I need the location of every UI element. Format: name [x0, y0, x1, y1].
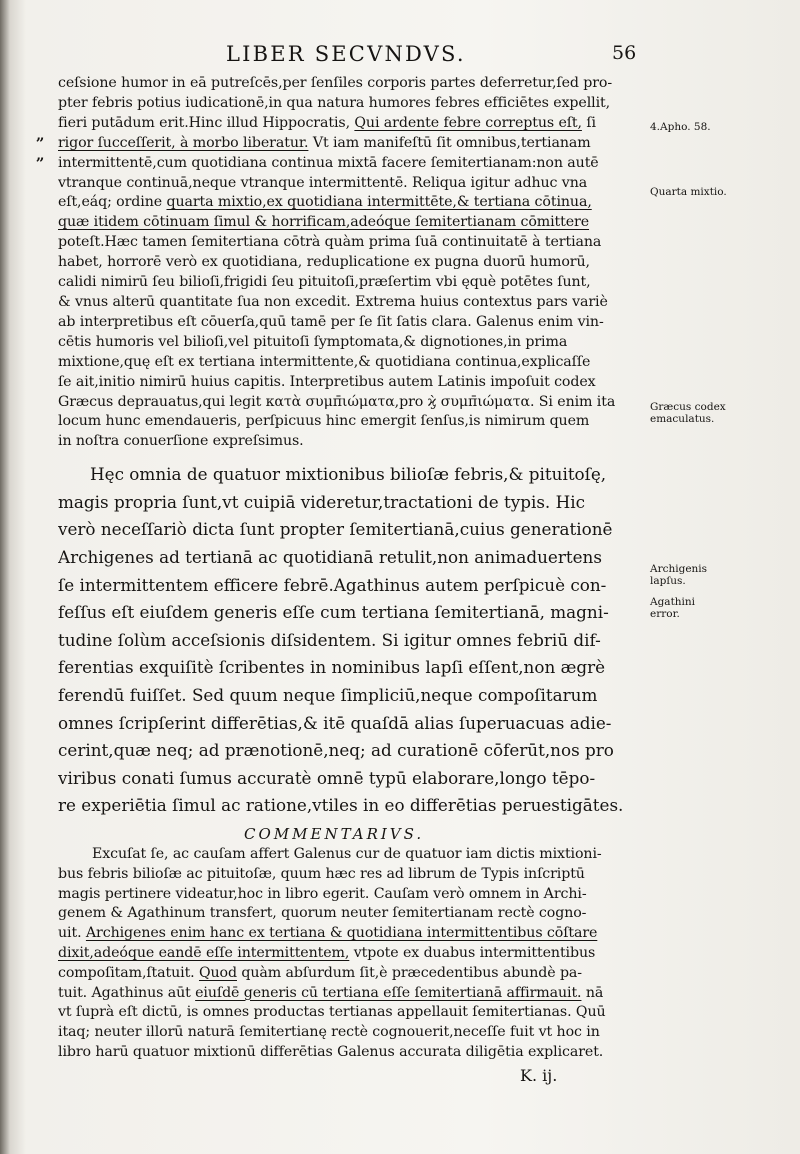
underlined-phrase: dixit,adeóque eandē eſſe intermittentem,: [58, 944, 350, 961]
marginal-note: Quarta mixtio.: [650, 186, 727, 198]
text-line: ceſsione humor in eā putreſcēs,per ſenſiles corporis partes deferretur,ſed pro-: [58, 75, 613, 91]
marginal-note: 4.Apho. 58.: [650, 121, 711, 133]
text-line: rigor ſucceſſerit, à morbo liberatur. Vt iam manifeſtū ſit omnibus,tertianam: [58, 134, 591, 151]
underlined-phrase: quarta mixtio,ex quotidiana intermittēte,& tertiana cōtinua,: [166, 194, 592, 211]
commentary-paragraph: [58, 845, 648, 1063]
text-line: vt ſuprà eſt dictū, is omnes productas tertianas appellauit ſemitertianas. Quū: [58, 1004, 606, 1021]
text-line: re experiētia ſimul ac ratione,vtiles in eo differētias peruestigātes.: [58, 795, 624, 816]
text-line: ſe ait,initio nimirū huius capitis. Interpretibus autem Latinis impoſuit codex: [58, 373, 596, 390]
text-line: intermittentē,cum quotidiana continua mixtā facere ſemitertianam:non autē: [58, 154, 599, 171]
text-line: poteſt.Hæc tamen ſemitertiana cōtrà quàm prima ſuā continuitatē à tertiana: [58, 234, 602, 251]
text-line: calidi nimirū ſeu bilioſi,frigidi ſeu pituitoſi,præſertim vbi ęquè potētes ſunt,: [58, 274, 591, 291]
text-line: Excuſat ſe, ac cauſam affert Galenus cur de quatuor iam dictis mixtioni-: [92, 845, 602, 862]
text-line: fieri putādum erit.Hinc illud Hippocratis, Qui ardente febre correptus eſt, ſi: [58, 114, 596, 131]
page-number: 56: [612, 42, 637, 64]
text-line: eſt,eáq; ordine quarta mixtio,ex quotidiana intermittēte,& tertiana cōtinua,: [58, 194, 592, 211]
text-line: ferendū fuiſſet. Sed quum neque ſimpliciū,neque compoſitarum: [58, 684, 598, 705]
underlined-phrase: quæ itidem cōtinuam ſimul & horrificam,adeóque ſemitertianam cōmittere: [58, 214, 590, 231]
text-line: magis pertinere videatur,hoc in libro egerit. Cauſam verò omnem in Archi-: [58, 885, 587, 902]
text-line: omnes ſcripſerint differētias,& itē quaſdā alias ſuperuacuas adie-: [58, 712, 612, 733]
signature-mark: K. ij.: [520, 1065, 558, 1085]
text-line: Græcus deprauatus,qui legit κατὰ συμπ̄ιώματα,pro ϗ̀ συμπ̄ιώματα. Si enim ita: [58, 393, 616, 410]
text-line: tuit. Agathinus aūt eiuſdē generis cū tertiana eſſe ſemitertianā affirmauit. nā: [58, 984, 604, 1001]
marginal-note: Agathini error.: [650, 596, 696, 620]
text-line: dixit,adeóque eandē eſſe intermittentem, vtpote ex duabus intermittentibus: [58, 944, 596, 961]
marginal-note: Græcus codex emaculatus.: [650, 401, 726, 425]
text-line: bus febris bilioſæ ac pituitoſæ, quum hæc res ad librum de Typis inſcriptū: [58, 865, 585, 882]
text-line: ferentias exquiſitè ſcribentes in nominibus lapſi eſſent,non ægrè: [58, 657, 606, 678]
text-line: habet, horrorē verò ex quotidiana, reduplicatione ex pugna duorū humorū,: [58, 254, 590, 271]
text-line: verò neceſſariò dicta ſunt propter ſemitertianā,cuius generationē: [58, 519, 613, 540]
text-line: & vnus alterū quantitate ſua non excedit. Extrema huius contextus pars variè: [58, 293, 608, 310]
text-line: Hęc omnia de quatuor mixtionibus bilioſæ febris,& pituitoſę,: [90, 464, 607, 485]
text-line: mixtione,quę eſt ex tertiana intermittente,& quotidiana continua,explicaſſe: [58, 353, 591, 370]
paragraph-continuation: [58, 74, 648, 452]
text-line: compoſitam,ſtatuit. Quod quàm abſurdum ſit,è præcedentibus abundè pa-: [58, 964, 582, 981]
quotation-mark: „: [36, 126, 45, 144]
text-line: [58, 213, 648, 233]
text-line: ſe intermittentem efficere febrē.Agathinus autem perſpicuè con-: [58, 574, 607, 595]
underlined-phrase: Archigenes enim hanc ex tertiana & quotidiana intermittentibus cōſtare: [85, 925, 598, 942]
underlined-quote: rigor ſucceſſerit, à morbo liberatur.: [58, 134, 309, 151]
underlined-phrase: eiuſdē generis cū tertiana eſſe ſemitertianā affirmauit.: [195, 984, 582, 1001]
text-line: feſſus eſt eiuſdem generis eſſe cum tertiana ſemitertianā, magni-: [58, 602, 609, 623]
text-line: tudine ſolùm acceſsionis diſsidentem. Si igitur omnes febriū dif-: [58, 629, 601, 650]
text-line: Archigenes ad tertianā ac quotidianā retulit,non animaduertens: [58, 547, 602, 567]
underlined-phrase: Quod: [198, 964, 237, 981]
text-line: genem & Agathinum transfert, quorum neuter ſemitertianam rectè cogno-: [58, 905, 587, 922]
text-line: in noſtra conuerſione expreſsimus.: [58, 433, 304, 450]
text-line: cētis humoris vel bilioſi,vel pituitoſi ſymptomata,& dignotiones,in prima: [58, 333, 568, 350]
galen-text-paragraph: [58, 461, 648, 820]
text-line: vtranque continuā,neque vtranque intermittentē. Reliqua igitur adhuc vna: [58, 174, 588, 191]
text-line: itaq; neuter illorū naturā ſemitertianę rectè cognouerit,neceſſe fuit vt hoc in: [58, 1024, 600, 1041]
main-text: [58, 74, 648, 1087]
text-line: locum hunc emendaueris, perſpicuus hinc emergit ſenſus,is nimirum quem: [58, 413, 590, 430]
text-line: magis propria ſunt,vt cuipiā videretur,tractationi de typis. Hic: [58, 491, 585, 512]
text-line: uit. Archigenes enim hanc ex tertiana & quotidiana intermittentibus cōſtare: [58, 925, 598, 942]
text-line: pter febris potius iudicationē,in qua natura humores febres efficiētes expellit,: [58, 94, 611, 111]
underlined-quote: Qui ardente febre correptus eſt,: [354, 114, 582, 131]
quotation-mark: „: [36, 146, 45, 164]
text-line: ab interpretibus eſt cōuerſa,quū tamē per ſe ſit ſatis clara. Galenus enim vin-: [58, 313, 604, 330]
text-line: viribus conati ſumus accuratè omnē typū elaborare,longo tēpo-: [58, 767, 596, 788]
marginal-note: Archigenis lapſus.: [650, 563, 708, 587]
text-line: cerint,quæ neq; ad prænotionē,neq; ad curationē cōferūt,nos pro: [58, 740, 614, 761]
page-header: [0, 40, 800, 74]
commentary-heading: COMMENTARIVS.: [244, 824, 425, 843]
text-line: libro harū quatuor mixtionū differētias Galenus accurata diligētia explicaret.: [58, 1043, 604, 1060]
running-head: LIBER SECVNDVS.: [226, 42, 466, 66]
